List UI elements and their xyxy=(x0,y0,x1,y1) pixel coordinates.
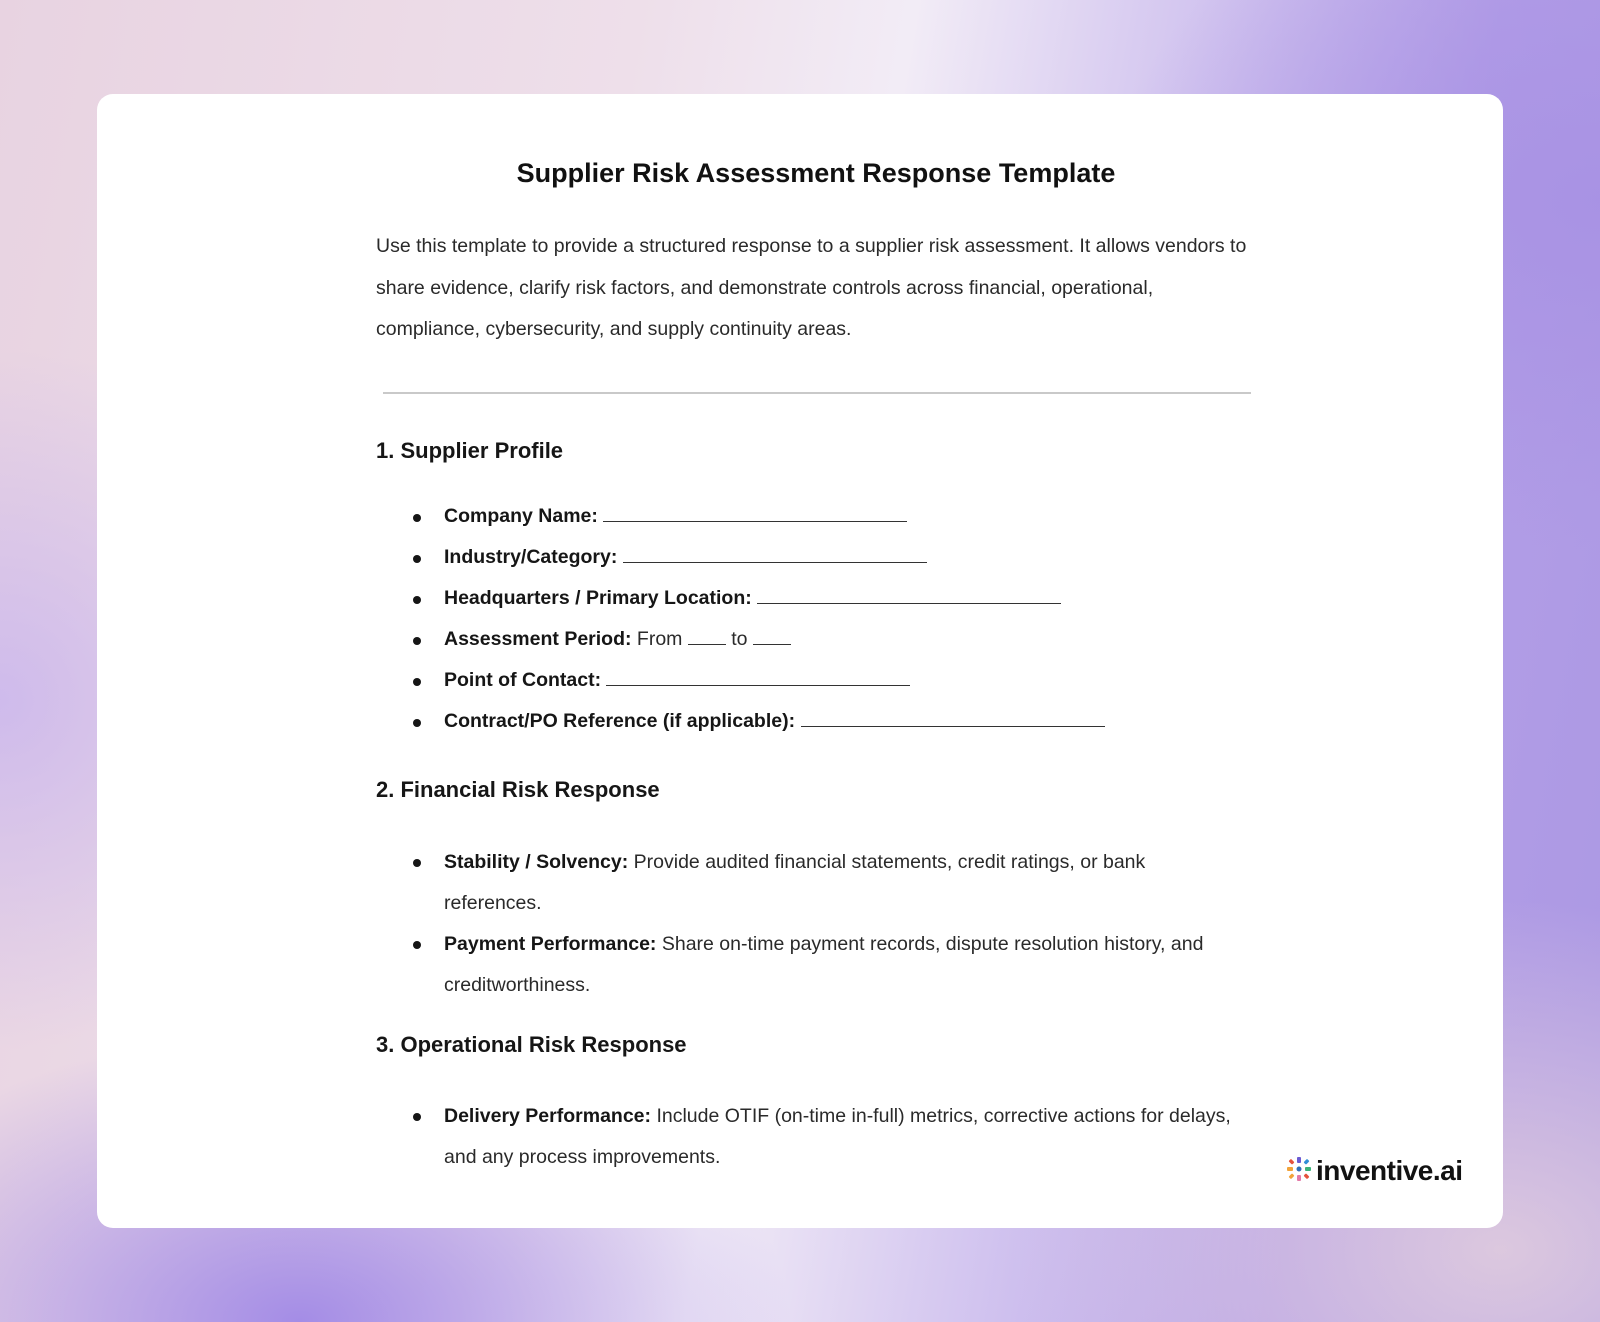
period-to-blank[interactable] xyxy=(753,643,791,645)
supplier-profile-list xyxy=(376,505,1256,751)
intro-paragraph: Use this template to provide a structured response to a supplier risk assessment. It allows vendors to share evidence, clarify risk factors, and demonstrate controls across financial, operational, compliance, cybersecurity, and supply continuity areas. xyxy=(376,235,1247,340)
operational-risk-list xyxy=(376,1096,1256,1178)
bullet-icon xyxy=(413,859,421,867)
period-from-blank[interactable] xyxy=(688,643,726,645)
list-item xyxy=(376,842,1244,924)
item-label-stability: Stability / Solvency: xyxy=(444,851,629,873)
item-text-delivery: Include OTIF (on-time in-full) metrics, corrective actions for delays, and any process improvements. xyxy=(444,1105,1231,1168)
headquarters-blank[interactable] xyxy=(757,602,1061,604)
item-label-payment: Payment Performance: xyxy=(444,933,657,955)
field-label-point-of-contact: Point of Contact: xyxy=(444,669,602,691)
bullet-icon xyxy=(413,637,421,645)
company-name-blank[interactable] xyxy=(603,520,907,522)
bullet-icon xyxy=(413,678,421,686)
list-item xyxy=(376,587,1256,628)
industry-blank[interactable] xyxy=(623,561,927,563)
document-title: Supplier Risk Assessment Response Template xyxy=(516,158,1116,188)
brand-logo xyxy=(1286,1154,1463,1188)
list-item xyxy=(376,505,1256,546)
inventive-sparkle-icon xyxy=(1286,1156,1312,1187)
item-text-stability: Provide audited financial statements, credit ratings, or bank references. xyxy=(444,851,1146,914)
field-label-industry: Industry/Category: xyxy=(444,546,618,568)
field-label-headquarters: Headquarters / Primary Location: xyxy=(444,587,752,609)
financial-risk-list xyxy=(376,842,1256,1006)
horizontal-divider xyxy=(383,392,1251,394)
period-to-text: to xyxy=(731,628,748,650)
period-from-text: From xyxy=(636,628,683,650)
point-of-contact-blank[interactable] xyxy=(606,684,910,686)
item-text-payment: Share on-time payment records, dispute resolution history, and creditworthiness. xyxy=(444,933,1204,996)
section-heading-supplier-profile: 1. Supplier Profile xyxy=(376,438,564,463)
list-item xyxy=(376,628,1256,669)
item-label-delivery: Delivery Performance: xyxy=(444,1105,652,1127)
bullet-icon xyxy=(413,555,421,563)
list-item xyxy=(376,669,1256,710)
list-item xyxy=(376,710,1256,751)
bullet-icon xyxy=(413,514,421,522)
bullet-icon xyxy=(413,596,421,604)
field-label-assessment-period: Assessment Period: xyxy=(444,628,632,650)
list-item xyxy=(376,924,1244,1006)
brand-logo-text: inventive.ai xyxy=(1316,1155,1463,1186)
field-label-company-name: Company Name: xyxy=(444,505,598,527)
field-label-contract-reference: Contract/PO Reference (if applicable): xyxy=(444,710,796,732)
contract-reference-blank[interactable] xyxy=(801,725,1105,727)
bullet-icon xyxy=(413,719,421,727)
section-heading-financial-risk: 2. Financial Risk Response xyxy=(376,777,660,802)
bullet-icon xyxy=(413,1113,421,1121)
section-heading-operational-risk: 3. Operational Risk Response xyxy=(376,1032,687,1057)
bullet-icon xyxy=(413,941,421,949)
list-item xyxy=(376,1096,1256,1178)
list-item xyxy=(376,546,1256,587)
